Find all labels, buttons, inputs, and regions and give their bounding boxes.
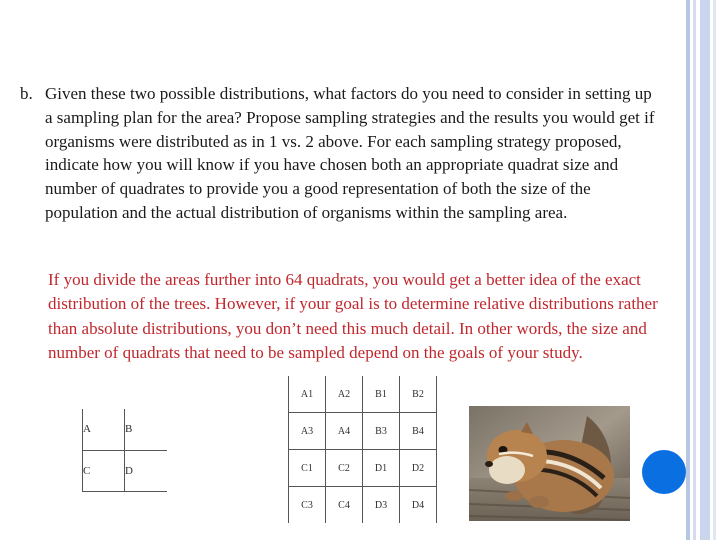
grid-cell: A3	[289, 413, 326, 450]
blue-circle-button[interactable]	[642, 450, 686, 494]
grid-cell: C	[83, 450, 125, 491]
grid-cell: B	[125, 409, 167, 450]
grid-cell: C2	[326, 450, 363, 487]
grid-cell: B3	[363, 413, 400, 450]
grid-cell: C1	[289, 450, 326, 487]
grid-cell: A1	[289, 376, 326, 413]
question-marker: b.	[20, 84, 33, 103]
question-text: Given these two possible distributions, what factors do you need to consider in setting up a sampling plan for the area? Propose sampling strategies and the results you would get if organisms were distributed as in 1 vs. 2 above. For each sampling strategy proposed, indicate how you will know if you have chosen both an appropriate quadrat size and number of quadrates to provide you a good representation of both the size of the population and the actual distribution of organisms within the sampling area.	[45, 84, 655, 222]
border-stripe	[700, 0, 710, 540]
grid-cell: B2	[400, 376, 437, 413]
question-paragraph	[20, 82, 660, 225]
sixteen-quadrat-grid	[288, 376, 437, 523]
grid-row	[83, 450, 167, 491]
grid-cell: D1	[363, 450, 400, 487]
grid-row	[289, 450, 437, 487]
grid-cell: A2	[326, 376, 363, 413]
grid-cell: B1	[363, 376, 400, 413]
grid-row	[83, 409, 167, 450]
grid-cell: A	[83, 409, 125, 450]
grid-row	[289, 376, 437, 413]
grid-cell: D3	[363, 487, 400, 524]
grid-cell: B4	[400, 413, 437, 450]
border-stripe	[713, 0, 716, 540]
grid-cell: C3	[289, 487, 326, 524]
chipmunk-photo	[469, 406, 630, 521]
chipmunk-illustration	[469, 406, 630, 521]
answer-paragraph: If you divide the areas further into 64 quadrats, you would get a better idea of the exact distribution of the trees. However, if your goal is to determine relative distributions rather than absolute distributions, you don’t need this much detail. In other words, the size and number of quadrats that need to be sampled depend on the goals of your study.	[48, 270, 658, 362]
slide-right-border	[686, 0, 720, 540]
grid-row	[289, 487, 437, 524]
grid-cell: D	[125, 450, 167, 491]
grid-cell: D4	[400, 487, 437, 524]
grid-row	[289, 413, 437, 450]
border-stripe	[693, 0, 696, 540]
four-quadrat-grid	[82, 409, 167, 492]
grid-cell: C4	[326, 487, 363, 524]
grid-cell: D2	[400, 450, 437, 487]
grid-cell: A4	[326, 413, 363, 450]
